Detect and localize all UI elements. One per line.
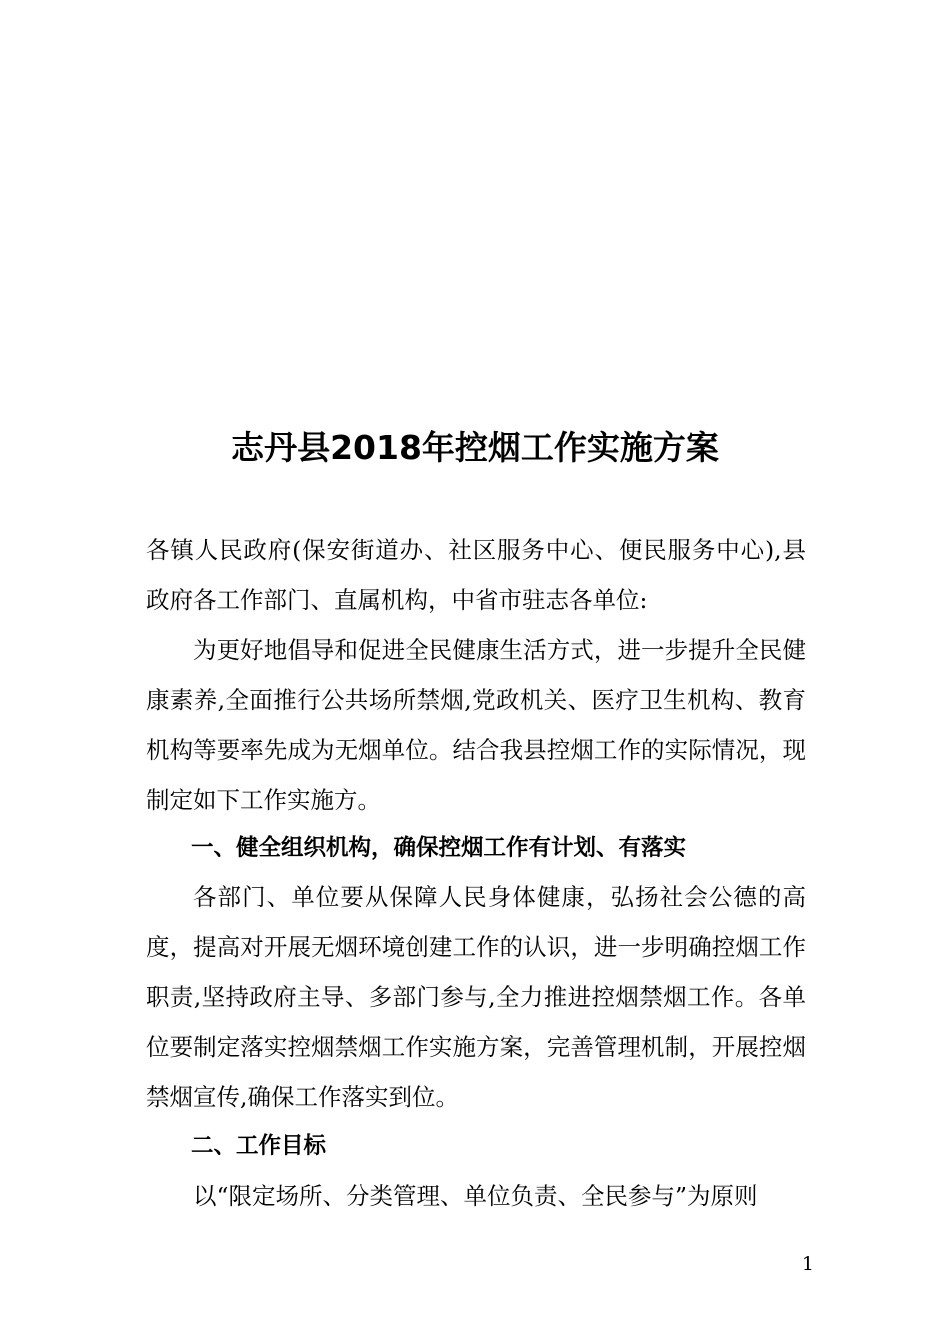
salutation: 各镇人民政府(保安街道办、社区服务中心、便民服务中心),县政府各工作部门、直属机构，中省市驻志各单位:: [146, 536, 806, 614]
section-2-paragraph: 以“限定场所、分类管理、单位负责、全民参与”为原则: [193, 1182, 758, 1210]
section-1-heading: 一、健全组织机构，确保控烟工作有计划、有落实: [191, 835, 687, 861]
section-1-paragraph: 各部门、单位要从保障人民身体健康，弘扬社会公德的高度，提高对开展无烟环境创建工作的认识，进一步明确控烟工作职责,坚持政府主导、多部门参与,全力推进控烟禁烟工作。各单位要制定落实控烟禁烟工作实施方案，完善管理机制，开展控烟禁烟宣传,确保工作落实到位。: [146, 883, 806, 1111]
page-number: 1: [801, 1253, 814, 1275]
intro-paragraph: 为更好地倡导和促进全民健康生活方式，进一步提升全民健康素养,全面推行公共场所禁烟,党政机关、医疗卫生机构、教育机构等要率先成为无烟单位。结合我县控烟工作的实际情况，现制定如下工作实施方。: [146, 636, 806, 814]
document-title: 志丹县2018年控烟工作实施方案: [231, 428, 719, 467]
section-2-heading: 二、工作目标: [191, 1133, 327, 1159]
